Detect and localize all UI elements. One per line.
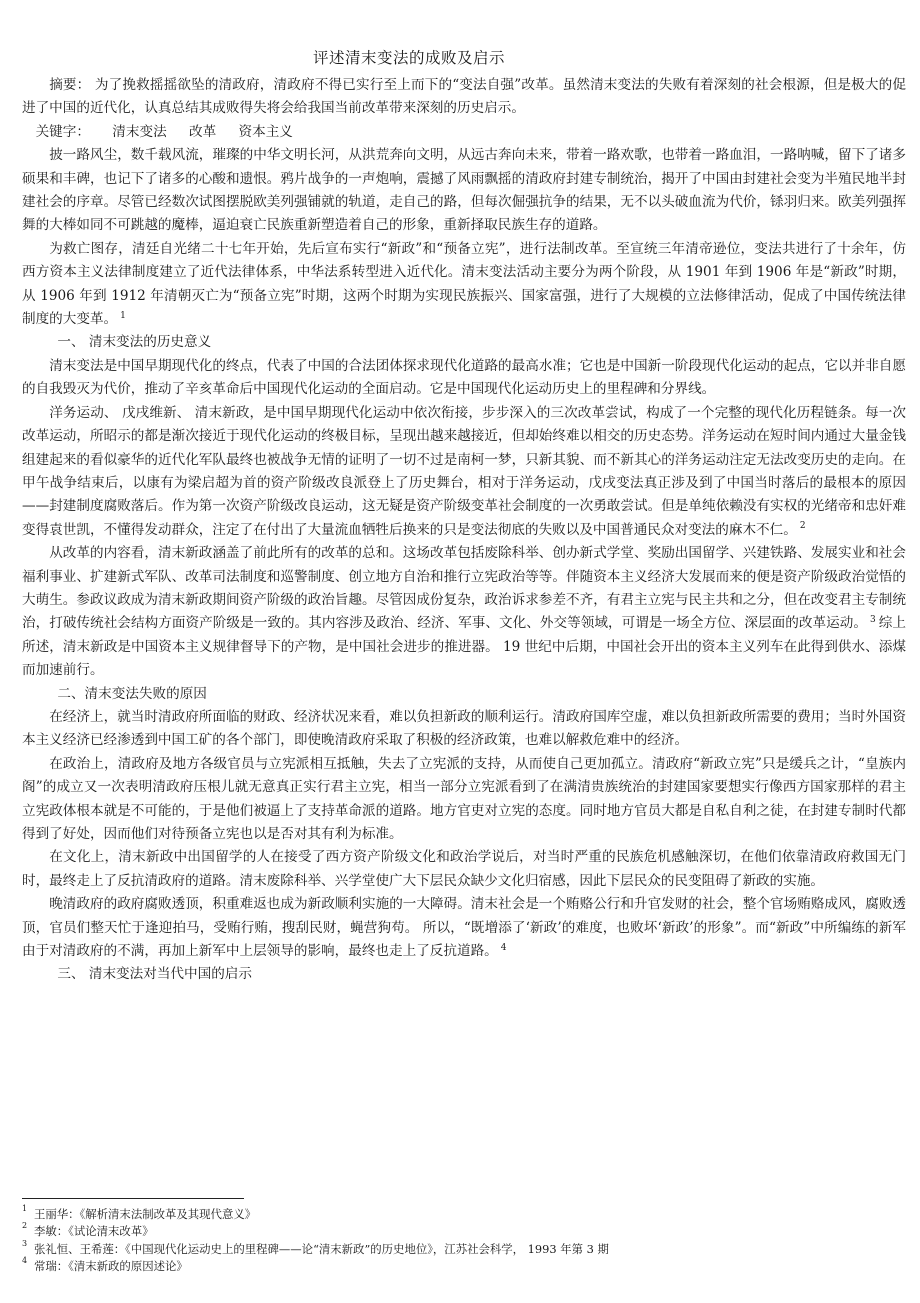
paragraph-text: 晚清政府的政府腐败透顶，积重难返也成为新政顺利实施的一大障碍。清末社会是一个贿赂公行和升官发财的社会，整个官场贿赂成风，腐败透顶，官员们整天忙于逢迎拍马，受贿行贿，搜刮民财，蝇营狗苟。 所以，“既增添了‘新政’的难度，也败坏‘新政’的形象”。而“新政”中所编练的新军由于对清政府的不满，再加上新军中上层领导的影响，最终也走上了反抗道路。 <box>22 896 906 960</box>
body-paragraph: 在文化上，清末新政中出国留学的人在接受了西方资产阶级文化和政治学说后，对当时严重的民族危机感触深切，在他们依靠清政府救国无门时，最终走上了反抗清政府的道路。清末废除科举、兴学堂使广大下层民众缺少文化归宿感，因此下层民众的民变阻碍了新政的实施。 <box>22 849 906 889</box>
footnote-text: 王丽华：《解析清末法制改革及其现代意义》 <box>34 1207 257 1221</box>
document-title: 评述清末变法的成败及启示 <box>312 49 505 67</box>
paragraph-text: 从改革的内容看，清末新政涵盖了前此所有的改革的总和。这场改革包括废除科举、创办新式学堂、奖励出国留学、兴建铁路、发展实业和社会福利事业、扩建新式军队、改革司法制度和巡警制度、创立地方自治和推行立宪政治等等。伴随资本主义经济大发展而来的便是资产阶级政治觉悟的大萌生。参政议政成为清末新政期间资产阶级的政治旨趣。尽管因成份复杂，政治诉求参差不齐，有君主立宪与民主共和之分，但在改变君主专制统治，打破传统社会结构方面资产阶级是一致的。其内容涉及政治、经济、军事、文化、外交等领域，可谓是一场全方位、深层面的改革运动。 <box>22 545 906 632</box>
paragraph-text: 为救亡图存，清廷自光绪二十七年开始，先后宣布实行“新政”和“预备立宪”，进行法制改革。至宣统三年清帝逊位，变法共进行了十余年，仿西方资本主义法律制度建立了近代法律体系，中华法系转型进入近代化。清末变法活动主要分为两个阶段，从 1901 年到 1906 年是“新政”时期，从 1906 年到 1912 年清朝灭亡为“预备立宪”时期，这两个时期为实现民族振兴、国家富强，进行了大规模的立法修律活动，促成了中国传统法律制度的大变革。 <box>22 240 906 328</box>
footnote-number: 3 <box>22 1238 28 1248</box>
abstract: 摘要： 为了挽救摇摇欲坠的清政府，清政府不得已实行至上而下的“变法自强”改革。虽然清末变法的失败有着深刻的社会根源，但是极大的促进了中国的近代化，认真总结其成败得失将会给我国当前改革带来深刻的历史启示。 <box>22 77 906 117</box>
footnote-ref: 1 <box>120 310 126 321</box>
footnote <box>22 1206 902 1223</box>
intro-paragraph <box>22 238 906 332</box>
footnote-number: 1 <box>22 1204 28 1213</box>
body-paragraph: 在政治上，清政府及地方各级官员与立宪派相互抵触，失去了立宪派的支持，从而使自己更加孤立。清政府“新政立宪”只是缓兵之计，“皇族内阁”的成立又一次表明清政府压根儿就无意真正实行君主立宪，相当一部分立宪派看到了在满清贵族统治的封建国家要想实行像西方国家那样的君主立宪政体根本就是不可能的，于是他们被逼上了支持革命派的道路。地方官吏对立宪的态度。同时地方官员大都是自私自利之徒，在封建专制时代都得到了好处，因而他们对待预备立宪也以是否对其有利为标准。 <box>22 755 906 842</box>
keyword: 改革 <box>189 123 217 140</box>
body-paragraph: 在经济上，就当时清政府所面临的财政、经济状况来看，难以负担新政的顺利运行。清政府国库空虚，难以负担新政所需要的费用；当时外国资本主义经济已经渗透到中国工矿的各个部门，即使晚清政府采取了积极的经济政策，也难以解救危难中的经济。 <box>22 708 906 749</box>
keywords-line <box>22 121 906 144</box>
body-paragraph <box>22 542 906 682</box>
footnote-text: 张礼恒、王希莲：《中国现代化运动史上的里程碑——论“清末新政”的历史地位》，江苏社会科学， 1993 年第 3 期 <box>34 1241 609 1256</box>
footnote-number: 2 <box>22 1221 28 1231</box>
footnote-text: 李敏：《试论清末改革》 <box>34 1224 154 1239</box>
document-page <box>22 46 906 987</box>
section-heading: 一、 清末变法的历史意义 <box>57 334 212 351</box>
body-paragraph <box>22 893 906 963</box>
footnote-number: 4 <box>22 1256 28 1266</box>
section-heading: 三、 清末变法对当代中国的启示 <box>57 966 252 983</box>
body-paragraph: 清末变法是中国早期现代化的终点，代表了中国的合法团体探求现代化道路的最高水准；它也是中国新一阶段现代化运动的起点，它以并非自愿的自我毁灭为代价，推动了辛亥革命后中国现代化运动的全面启动。它是中国现代化运动历史上的里程碑和分界线。 <box>22 357 906 398</box>
paragraph-text: 综上所述，清末新政是中国资本主义规律督导下的产物，是中国社会进步的推进器。 19 世纪中后期，中国社会开出的资本主义列车在此得到供水、添煤而加速前行。 <box>22 615 907 679</box>
section-heading: 二、清末变法失败的原因 <box>57 685 207 702</box>
footnote-text: 常瑞：《清末新政的原因述论》 <box>34 1259 188 1274</box>
footnotes <box>22 1206 902 1276</box>
footnote-ref: 4 <box>500 942 507 953</box>
footnote <box>22 1223 902 1240</box>
keywords-label: 关键字： <box>35 123 90 140</box>
body-paragraph <box>22 402 906 542</box>
paragraph-text: 洋务运动、 戊戌维新、 清末新政，是中国早期现代化运动中依次衔接，步步深入的三次改革尝试，构成了一个完整的现代化历程链条。每一次改革运动，所昭示的都是渐次接近于现代化运动的终极目标，呈现出越来越接近，但却始终难以相交的历史态势。洋务运动在短时间内通过大量金钱组建起来的看似豪华的近代化军队最终也被战争无情的证明了一切不过是南柯一梦，只新其貌、而不新其心的洋务运动注定无法改变历史的走向。在甲午战争结束后，以康有为梁启超为首的资产阶级改良派登上了历史舞台，相对于洋务运动，戊戌变法真正涉及到了中国当时落后的最根本的原因——封建制度腐败落后。作为第一次资产阶级改良运动，这无疑是资产阶级变革社会制度的一次勇敢尝试。但是单纯依赖没有实权的光绪帝和忠奸难变得袁世凯，不懂得发动群众，注定了在付出了大量流血牺牲后换来的只是变法彻底的失败以及中国普通民众对变法的麻木不仁。 <box>22 404 906 538</box>
footnote-ref: 3 <box>870 614 876 625</box>
keyword: 资本主义 <box>238 123 293 140</box>
intro-paragraph: 披一路风尘，数千载风流，璀璨的中华文明长河，从洪荒奔向文明，从远古奔向未来，带着一路欢歌，也带着一路血泪，一路呐喊，留下了诸多硕果和丰碑，也记下了诸多的心酸和遗恨。鸦片战争的一声炮响，震撼了风雨飘摇的清政府封建专制统治，揭开了中国由封建社会变为半殖民地半封建社会的序章。尽管已经数次试图摆脱欧美列强铺就的轨道，走自己的路，但每次倔强抗争的结果，无不以头破血流为代价，铩羽归来。欧美列强挥舞的大棒如同不可跳越的魔棒，逼迫衰亡民族重新塑造着自己的形象，重新择取民族生存的道路。 <box>22 147 906 234</box>
keyword: 清末变法 <box>112 123 167 140</box>
footnote-divider <box>22 1198 244 1199</box>
footnote <box>22 1258 902 1275</box>
footnote-ref: 2 <box>799 521 806 532</box>
footnote <box>22 1238 902 1258</box>
